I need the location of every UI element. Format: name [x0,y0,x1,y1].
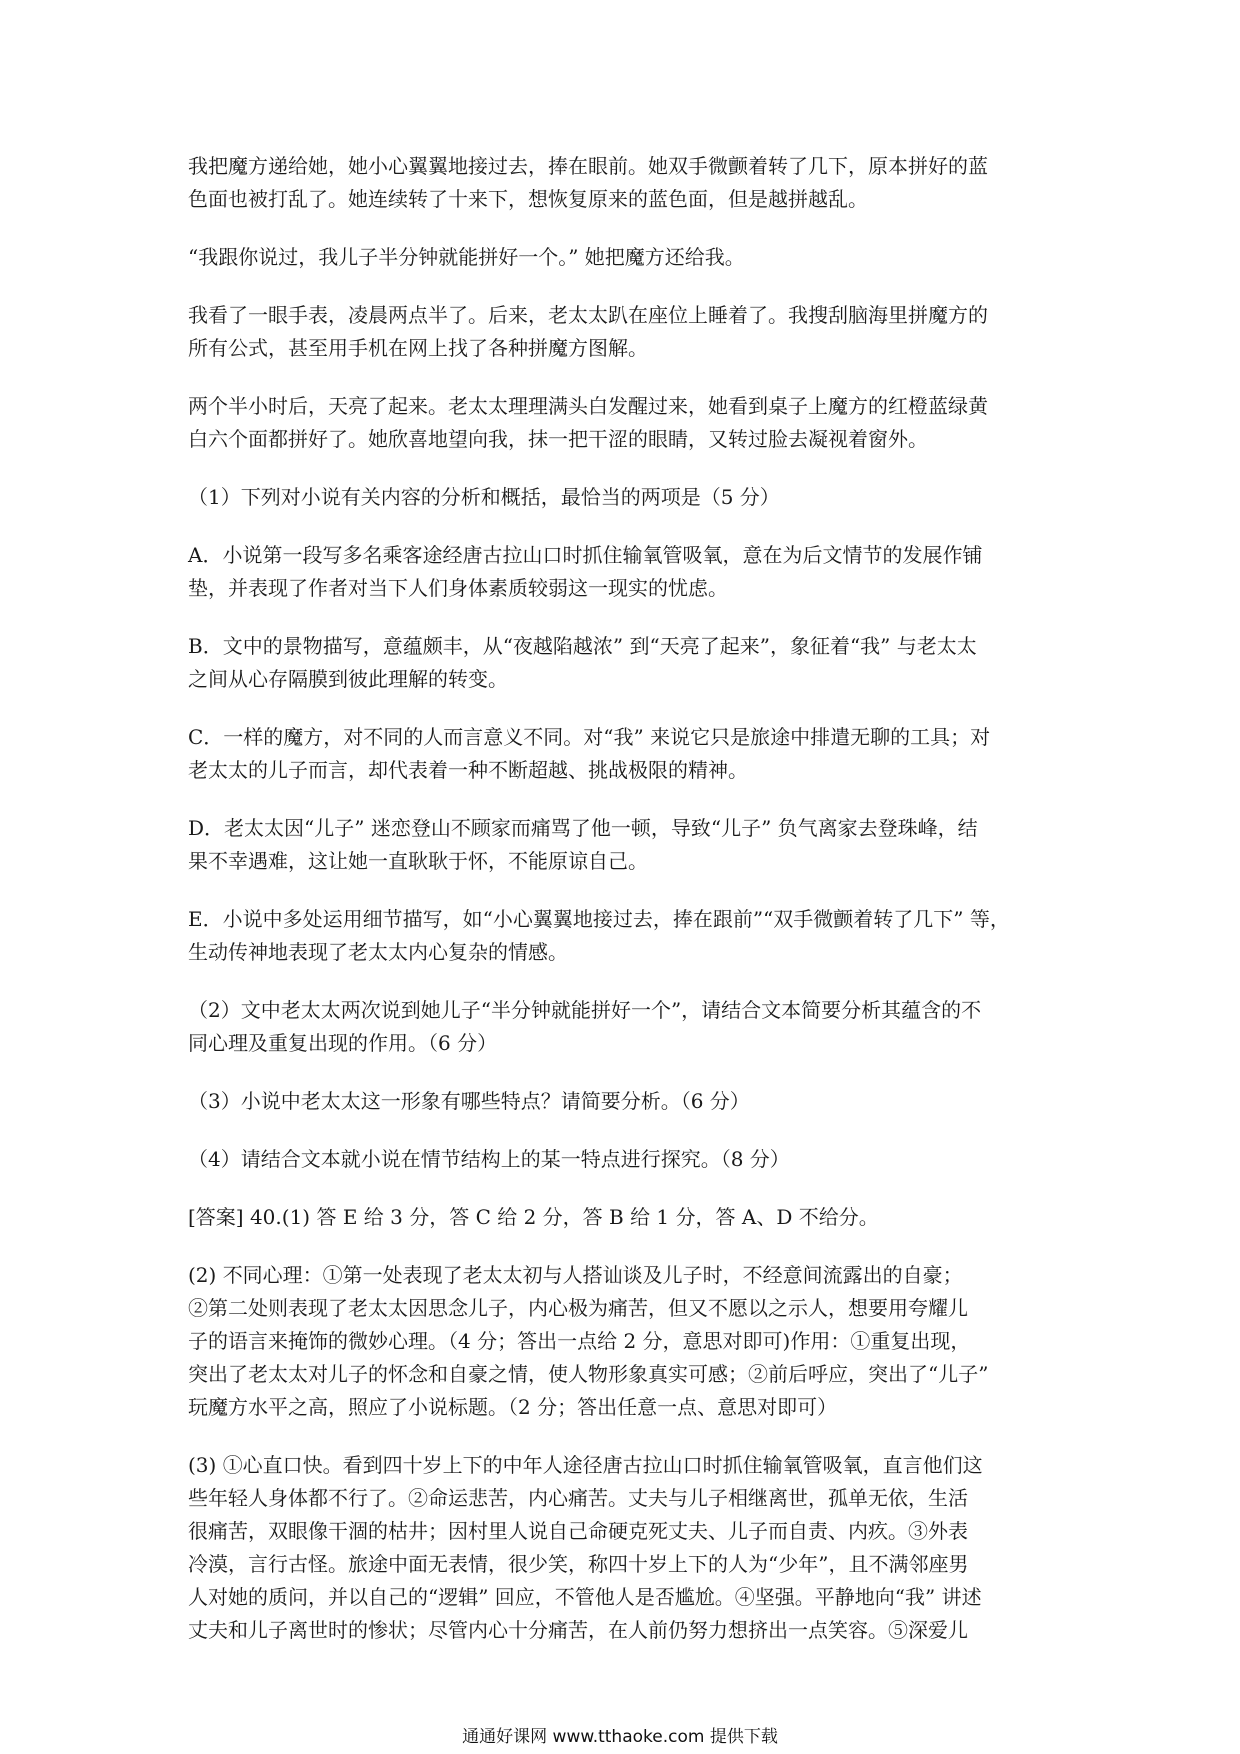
paragraph [188,539,1068,605]
paragraph [188,481,1068,514]
text-line: 两个半小时后，天亮了起来。老太太理理满头白发醒过来，她看到桌子上魔方的红橙蓝绿黄 [188,394,988,418]
paragraph [188,390,1068,456]
text-line: 丈夫和儿子离世时的惨状；尽管内心十分痛苦，在人前仍努力想挤出一点笑容。⑤深爱儿 [188,1618,968,1642]
text-line: 白六个面都拼好了。她欣喜地望向我，抹一把干涩的眼睛，又转过脸去凝视着窗外。 [188,427,928,451]
paragraph [188,994,1068,1060]
page-footer: 通通好课网 www.tthaoke.com 提供下载 [462,1727,778,1747]
paragraph [188,1201,1068,1234]
text-line: 色面也被打乱了。她连续转了十来下，想恢复原来的蓝色面，但是越拼越乱。 [188,187,868,211]
text-line: 我看了一眼手表，凌晨两点半了。后来，老太太趴在座位上睡着了。我搜刮脑海里拼魔方的 [188,303,988,327]
text-line: 突出了老太太对儿子的怀念和自豪之情，使人物形象真实可感；②前后呼应，突出了“儿子” [188,1362,989,1386]
paragraph [188,903,1068,969]
paragraph [188,150,1068,216]
text-line: 同心理及重复出现的作用。（6 分） [188,1031,498,1055]
text-line: (3) ①心直口快。看到四十岁上下的中年人途径唐古拉山口时抓住输氧管吸氧，直言他们这 [188,1453,983,1477]
text-line: （2）文中老太太两次说到她儿子“半分钟就能拼好一个”，请结合文本简要分析其蕴含的不 [188,998,982,1022]
text-line: 生动传神地表现了老太太内心复杂的情感。 [188,940,568,964]
text-line: 很痛苦，双眼像干涸的枯井；因村里人说自己命硬克死丈夫、儿子而自责、内疚。③外表 [188,1519,968,1543]
text-line: 所有公式，甚至用手机在网上找了各种拼魔方图解。 [188,336,648,360]
paragraph [188,1259,1068,1424]
text-line: （4）请结合文本就小说在情节结构上的某一特点进行探究。（8 分） [188,1147,790,1171]
text-line: 之间从心存隔膜到彼此理解的转变。 [188,667,508,691]
paragraph [188,241,1068,274]
text-line: D．老太太因“儿子” 迷恋登山不顾家而痛骂了他一顿，导致“儿子” 负气离家去登珠峰，结 [188,816,978,840]
paragraph [188,812,1068,878]
text-line: B．文中的景物描写，意蕴颇丰，从“夜越陷越浓” 到“天亮了起来”，象征着“我” 与老太太 [188,634,977,658]
text-line: 果不幸遇难，这让她一直耿耿于怀，不能原谅自己。 [188,849,648,873]
paragraph [188,1085,1068,1118]
text-line: A．小说第一段写多名乘客途经唐古拉山口时抓住输氧管吸氧，意在为后文情节的发展作铺 [188,543,983,567]
text-line: 玩魔方水平之高，照应了小说标题。（2 分；答出任意一点、意思对即可） [188,1395,838,1419]
text-line: “我跟你说过，我儿子半分钟就能拼好一个。” 她把魔方还给我。 [188,245,745,269]
text-line: 冷漠，言行古怪。旅途中面无表情，很少笑，称四十岁上下的人为“少年”，且不满邻座男 [188,1552,969,1576]
text-line: （3）小说中老太太这一形象有哪些特点？请简要分析。（6 分） [188,1089,750,1113]
text-line: (2) 不同心理：①第一处表现了老太太初与人搭讪谈及儿子时，不经意间流露出的自豪； [188,1263,963,1287]
paragraph [188,721,1068,787]
paragraph [188,630,1068,696]
text-line: （1）下列对小说有关内容的分析和概括，最恰当的两项是（5 分） [188,485,780,509]
document-body [188,150,1068,1672]
text-line: E．小说中多处运用细节描写，如“小心翼翼地接过去，捧在跟前”“双手微颤着转了几下” 等， [188,907,1010,931]
paragraph [188,1449,1068,1647]
paragraph [188,1143,1068,1176]
text-line: ②第二处则表现了老太太因思念儿子，内心极为痛苦，但又不愿以之示人，想要用夸耀儿 [188,1296,968,1320]
text-line: 些年轻人身体都不行了。②命运悲苦，内心痛苦。丈夫与儿子相继离世，孤单无依，生活 [188,1486,968,1510]
text-line: C．一样的魔方，对不同的人而言意义不同。对“我” 来说它只是旅途中排遣无聊的工具；对 [188,725,991,749]
paragraph [188,299,1068,365]
text-line: 我把魔方递给她，她小心翼翼地接过去，捧在眼前。她双手微颤着转了几下，原本拼好的蓝 [188,154,988,178]
text-line: [答案] 40.(1) 答 E 给 3 分，答 C 给 2 分，答 B 给 1 分，答 A、D 不给分。 [188,1205,879,1229]
text-line: 人对她的质问，并以自己的“逻辑” 回应，不管他人是否尴尬。④坚强。平静地向“我” 讲述 [188,1585,982,1609]
text-line: 老太太的儿子而言，却代表着一种不断超越、挑战极限的精神。 [188,758,748,782]
text-line: 子的语言来掩饰的微妙心理。（4 分；答出一点给 2 分，意思对即可)作用：①重复出现， [188,1329,971,1353]
text-line: 垫，并表现了作者对当下人们身体素质较弱这一现实的忧虑。 [188,576,728,600]
